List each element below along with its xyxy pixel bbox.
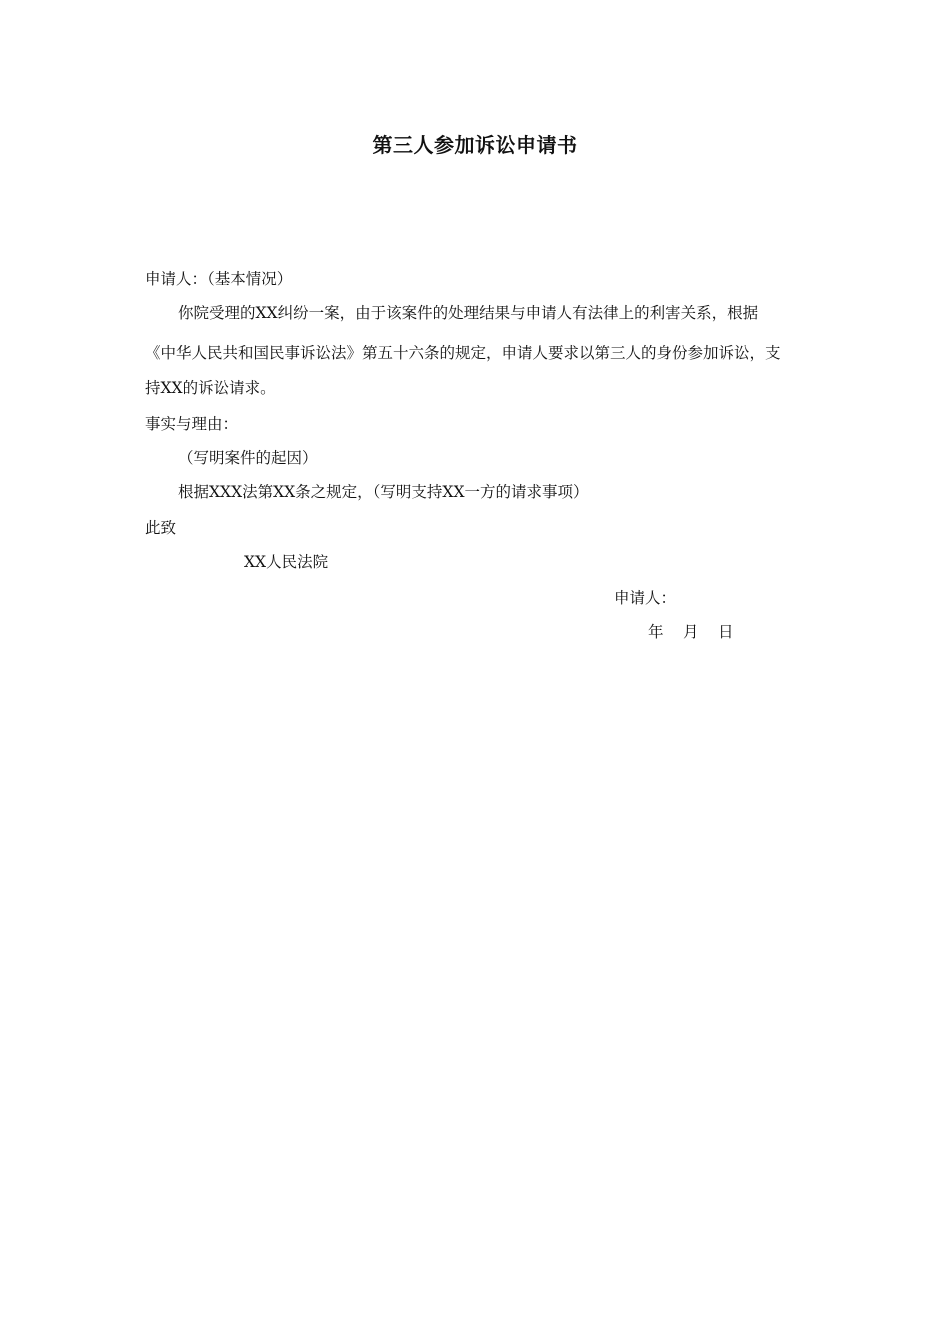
signature-label: 申请人： — [614, 589, 677, 607]
facts-cause: （写明案件的起因） — [178, 449, 318, 467]
applicant-line: 申请人：（基本情况） — [145, 270, 293, 288]
intro-line-2: 《中华人民共和国民事诉讼法》第五十六条的规定，申请人要求以第三人的身份参加诉讼，支 — [145, 344, 781, 362]
facts-basis: 根据XXX法第XX条之规定，（写明支持XX一方的请求事项） — [178, 483, 589, 501]
intro-line-1: 你院受理的XX纠纷一案，由于该案件的处理结果与申请人有法律上的利害关系，根据 — [178, 304, 759, 322]
document-title: 第三人参加诉讼申请书 — [372, 133, 578, 157]
date-line: 年 月 日 — [648, 623, 736, 641]
facts-heading: 事实与理由： — [145, 415, 239, 433]
intro-line-3: 持XX的诉讼请求。 — [145, 379, 276, 397]
court-name: XX人民法院 — [244, 553, 329, 571]
salutation: 此致 — [145, 519, 177, 537]
